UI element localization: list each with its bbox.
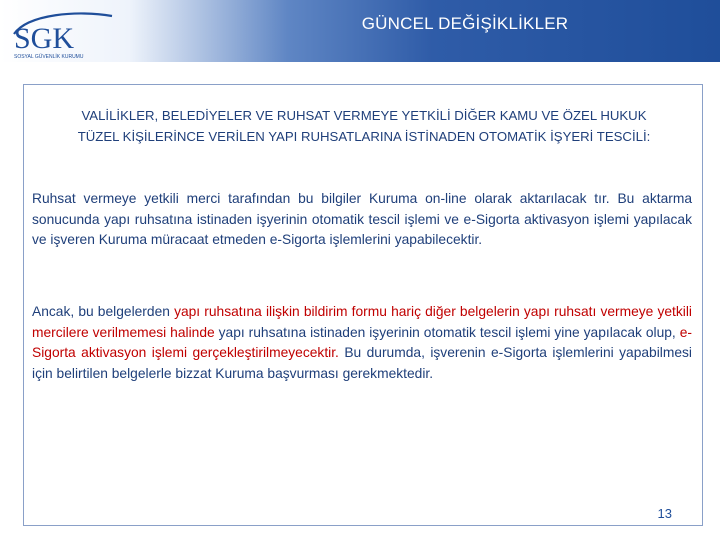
content-card [23, 84, 703, 526]
paragraph-2 [32, 302, 692, 384]
page-title: GÜNCEL DEĞİŞİKLİKLER [361, 14, 569, 33]
page-number: 13 [657, 506, 672, 521]
paragraph-2-segment: Ancak, bu belgelerden [32, 304, 175, 319]
heading-line-2: TÜZEL KİŞİLERİNCE VERİLEN YAPI RUHSATLARINA İSTİNADEN OTOMATİK İŞYERİ TESCİLİ: [77, 129, 651, 144]
paragraph-2-highlight: e-Sigorta aktivasyon işlemi gerçekleştirilmeyecektir. [32, 324, 692, 360]
sgk-logo [8, 8, 120, 60]
header-bar [0, 0, 720, 62]
paragraph-2-segment: yapı ruhsatına istinaden işyerinin otomatik tescil işlemi yine yapılacak olup, [214, 324, 680, 340]
logo-subtext: SOSYAL GÜVENLİK KURUMU [14, 54, 84, 60]
logo-text: SGK [14, 22, 75, 55]
section-heading [34, 105, 694, 147]
heading-line-1: VALİLİKLER, BELEDİYELER VE RUHSAT VERMEYE YETKİLİ DİĞER KAMU VE ÖZEL HUKUK [81, 108, 647, 123]
paragraph-1: Ruhsat vermeye yetkili merci tarafından bu bilgiler Kuruma on-line olarak aktarılacak tır. Bu aktarma sonucunda yapı ruhsatına istinaden işyerinin otomatik tescil işlemi ve e-Sigorta aktivasyon işlemi yapılacak ve işveren Kuruma müracaat etmeden e-Sigorta işlemlerini yapabilecektir. [32, 191, 692, 247]
paragraph-2-highlight: yapı ruhsatına ilişkin bildirim formu hariç diğer belgelerin yapı ruhsatı vermeye yetkili mercilere verilmemesi halinde [32, 304, 692, 340]
paragraph-2-segment: Bu durumda, işverenin e-Sigorta işlemlerini yapabilmesi için belirtilen belgelerle bizzat Kuruma başvurması gerekmektedir. [32, 345, 692, 381]
